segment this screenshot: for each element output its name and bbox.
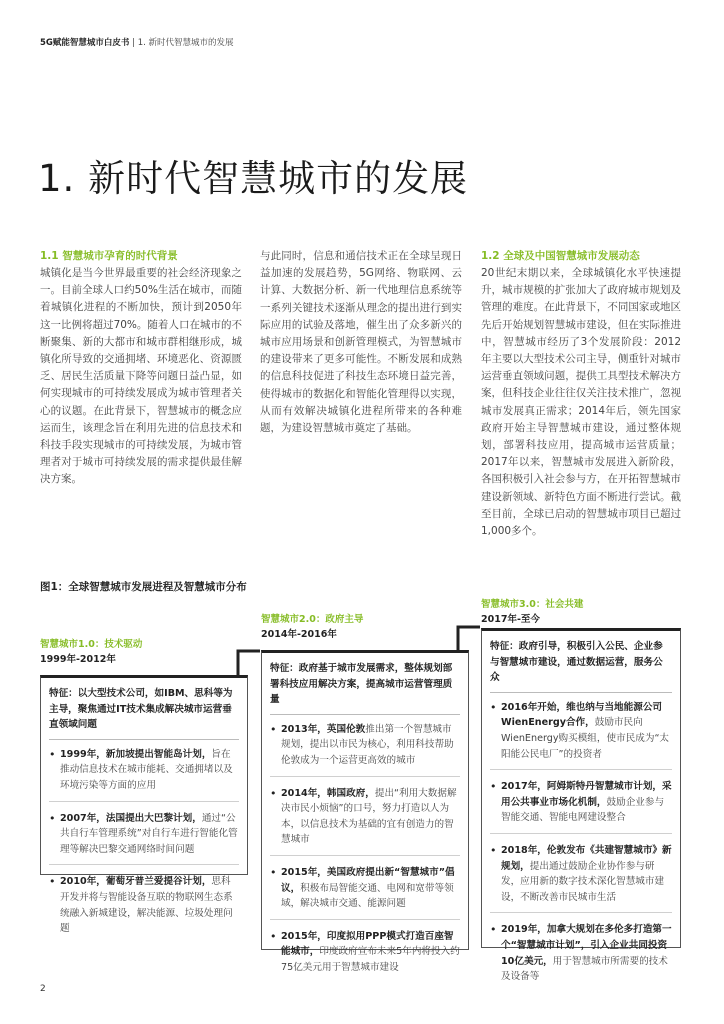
header-separator: | xyxy=(132,38,135,48)
list-item xyxy=(270,865,460,920)
list-item-text: 推出第一个智慧城市规划，提出以市民为核心，利用科技帮助伦敦成为一个运营更高效的城市 xyxy=(281,723,454,766)
stage-2-list xyxy=(270,722,460,983)
column-1 xyxy=(40,248,242,489)
section-2-paragraph: 20世纪末期以来，全球城镇化水平快速提升，城市规模的扩张加大了政府城市规划及管理的难度。在此背景下，不同国家或地区先后开始规划智慧城市建设，但在实际推进中，智慧城市经历了3个发展阶段：2012年主要以大型技术公司主导，侧重针对城市运营垂直领域问题，提供工具型技术解决方案，但科技企业往往仅关注技术推广，忽视城市发展真正需求；2014年后，领先国家政府开始主导智慧城市建设，通过整体规划，部署科技应用，提高城市运营质量；2017年以来，智慧城市发展进入新阶段，各国积极引入社会参与方，在开拓智慧城市建设新领域、新特色方面不断进行尝试。截至目前，全球已启动的智慧城市项目已超过1,000多个。 xyxy=(481,267,681,538)
list-item-bold: 2017年，阿姆斯特丹智慧城市计划，采用公共事业市场化机制， xyxy=(501,781,672,808)
page-number: 2 xyxy=(40,984,46,994)
list-item xyxy=(490,922,672,991)
list-item-bold: 2010年，葡萄牙普兰爱提谷计划， xyxy=(60,876,212,888)
list-item-bold: 2019年，加拿大规划在多伦多打造第一个“智慧城市计划”，引入企业共同投资10亿美元， xyxy=(501,924,672,967)
stage-2-box xyxy=(261,650,469,973)
stage-2-period: 2014年-2016年 xyxy=(261,629,337,640)
list-item xyxy=(490,700,672,770)
list-item-text: 通过“公共自行车管理系统”对自行车进行智能化管理等解决巴黎交通网络时间问题 xyxy=(60,812,238,855)
section-1-heading: 1.1 智慧城市孕育的时代背景 xyxy=(40,250,178,262)
stage-3-label xyxy=(481,597,583,627)
list-item-bold: 2013年，英国伦敦 xyxy=(281,723,366,735)
chapter-title: 1. 新时代智慧城市的发展 xyxy=(38,157,469,200)
column-3 xyxy=(481,248,681,540)
stage-3-feature: 特征：政府引导，积极引入公民、企业参与智慧城市建设，通过数据运营，服务公众 xyxy=(490,639,672,693)
header-doc-title: 5G赋能智慧城市白皮书 xyxy=(40,38,130,48)
stage-1-box xyxy=(40,675,248,935)
list-item xyxy=(270,786,460,856)
list-item-text: 鼓励市民向WienEnergy购买模组，使市民成为“太阳能公民电厂”的投资者 xyxy=(501,717,670,760)
list-item xyxy=(270,722,460,777)
list-item xyxy=(490,779,672,834)
list-item-text: 用于智慧城市所需要的技术及设备等 xyxy=(501,955,668,983)
stage-3-list xyxy=(490,700,672,992)
list-item-bold: 2014年，韩国政府， xyxy=(281,787,375,799)
stage-2-label xyxy=(261,612,363,642)
list-item-bold: 2015年，美国政府提出新“智慧城市”倡议， xyxy=(281,866,455,894)
list-item xyxy=(49,747,239,802)
stage-3-period: 2017年-至今 xyxy=(481,614,540,625)
list-item xyxy=(49,811,239,866)
section-1-paragraph-1: 城镇化是当今世界最重要的社会经济现象之一。目前全球人口约50%生活在城市，而随着城镇化进程的不断加快，预计到2050年这一比例将超过70%。随着人口在城市的不断聚集、新的大都市和城市群相继形成，城镇化所导致的交通拥堵、环境恶化、资源匮乏、居民生活质量下降等问题日益凸显，如何实现城市的可持续发展成为城市管理者关心的议题。在此背景下，智慧城市的概念应运而生，该理念旨在利用先进的信息技术和科技手段实现城市的可持续发展，为城市管理者对于城市可持续发展的需求提供最佳解决方案。 xyxy=(40,267,242,486)
list-item xyxy=(270,929,460,983)
list-item-text: 积极布局智能交通、电网和宽带等领域，解决城市交通、能源问题 xyxy=(281,882,454,910)
header-section: 1. 新时代智慧城市的发展 xyxy=(137,38,234,48)
section-1-paragraph-2: 与此同时，信息和通信技术正在全球呈现日益加速的发展趋势，5G网络、物联网、云计算、大数据分析、新一代地理信息系统等一系列关键技术逐渐从理念的提出进行到实际应用的试验及落地，催生出了众多新兴的城市应用场景和创新管理模式，为智慧城市的建设带来了更多可能性。不断发展和成熟的信息科技促进了科技生态环境日益完善，使得城市的数据化和智能化管理得以实现，从而有效解决城镇化进程所带来的各种难题，为建设智慧城市奠定了基础。 xyxy=(260,250,462,435)
stage-1-label xyxy=(40,637,142,667)
stage-3-name: 智慧城市3.0：社会共建 xyxy=(481,599,584,610)
stage-1-period: 1999年-2012年 xyxy=(40,654,116,665)
stage-2-name: 智慧城市2.0：政府主导 xyxy=(261,614,364,625)
list-item xyxy=(49,874,239,943)
stage-1-list xyxy=(49,747,239,944)
list-item-text: 思科开发并将与智能设备互联的物联网生态系统融入新城建设，解决能源、垃圾处理问题 xyxy=(60,876,233,935)
list-item-text: 提出通过鼓励企业协作参与研发，应用新的数字技术深化智慧城市建设，不断改善市民城市生活 xyxy=(501,860,665,903)
list-item-bold: 1999年，新加坡提出智能岛计划， xyxy=(60,748,212,760)
running-header xyxy=(40,36,234,48)
stage-3-box xyxy=(481,628,681,983)
list-item-bold: 2015年，印度拟用PPP模式打造百座智能城市， xyxy=(281,930,454,958)
list-item-text: 鼓励企业参与智能交通、智能电网建设整合 xyxy=(501,796,665,824)
list-item-bold: 2007年，法国提出大巴黎计划， xyxy=(60,812,202,824)
list-item-bold: 2016年开始，维也纳与当地能源公司WienEnergy合作， xyxy=(501,701,663,729)
stage-2-feature: 特征：政府基于城市发展需求，整体规划部署科技应用解决方案，提高城市运营管理质量 xyxy=(270,661,460,715)
list-item-bold: 2018年，伦敦发布《共建智慧城市》新规划， xyxy=(501,844,672,872)
list-item-text: 印度政府宣布未来5年内将投入约75亿美元用于智慧城市建设 xyxy=(281,946,460,973)
section-2-heading: 1.2 全球及中国智慧城市发展动态 xyxy=(481,250,640,262)
list-item xyxy=(490,843,672,913)
list-item-text: 旨在推动信息技术在城市能耗、交通拥堵以及环境污染等方面的应用 xyxy=(60,748,233,791)
stage-1-feature: 特征：以大型技术公司，如IBM、思科等为主导，聚焦通过IT技术集成解决城市运营垂直领域问题 xyxy=(49,686,239,740)
stage-1-name: 智慧城市1.0：技术驱动 xyxy=(40,639,143,650)
list-item-text: 提出“利用大数据解决市民小烦恼”的口号，努力打造以人为本，以信息技术为基础的宜有创造力的智慧城市 xyxy=(281,787,457,846)
figure-caption: 图1：全球智慧城市发展进程及智慧城市分布 xyxy=(40,581,247,593)
column-2 xyxy=(260,248,462,437)
